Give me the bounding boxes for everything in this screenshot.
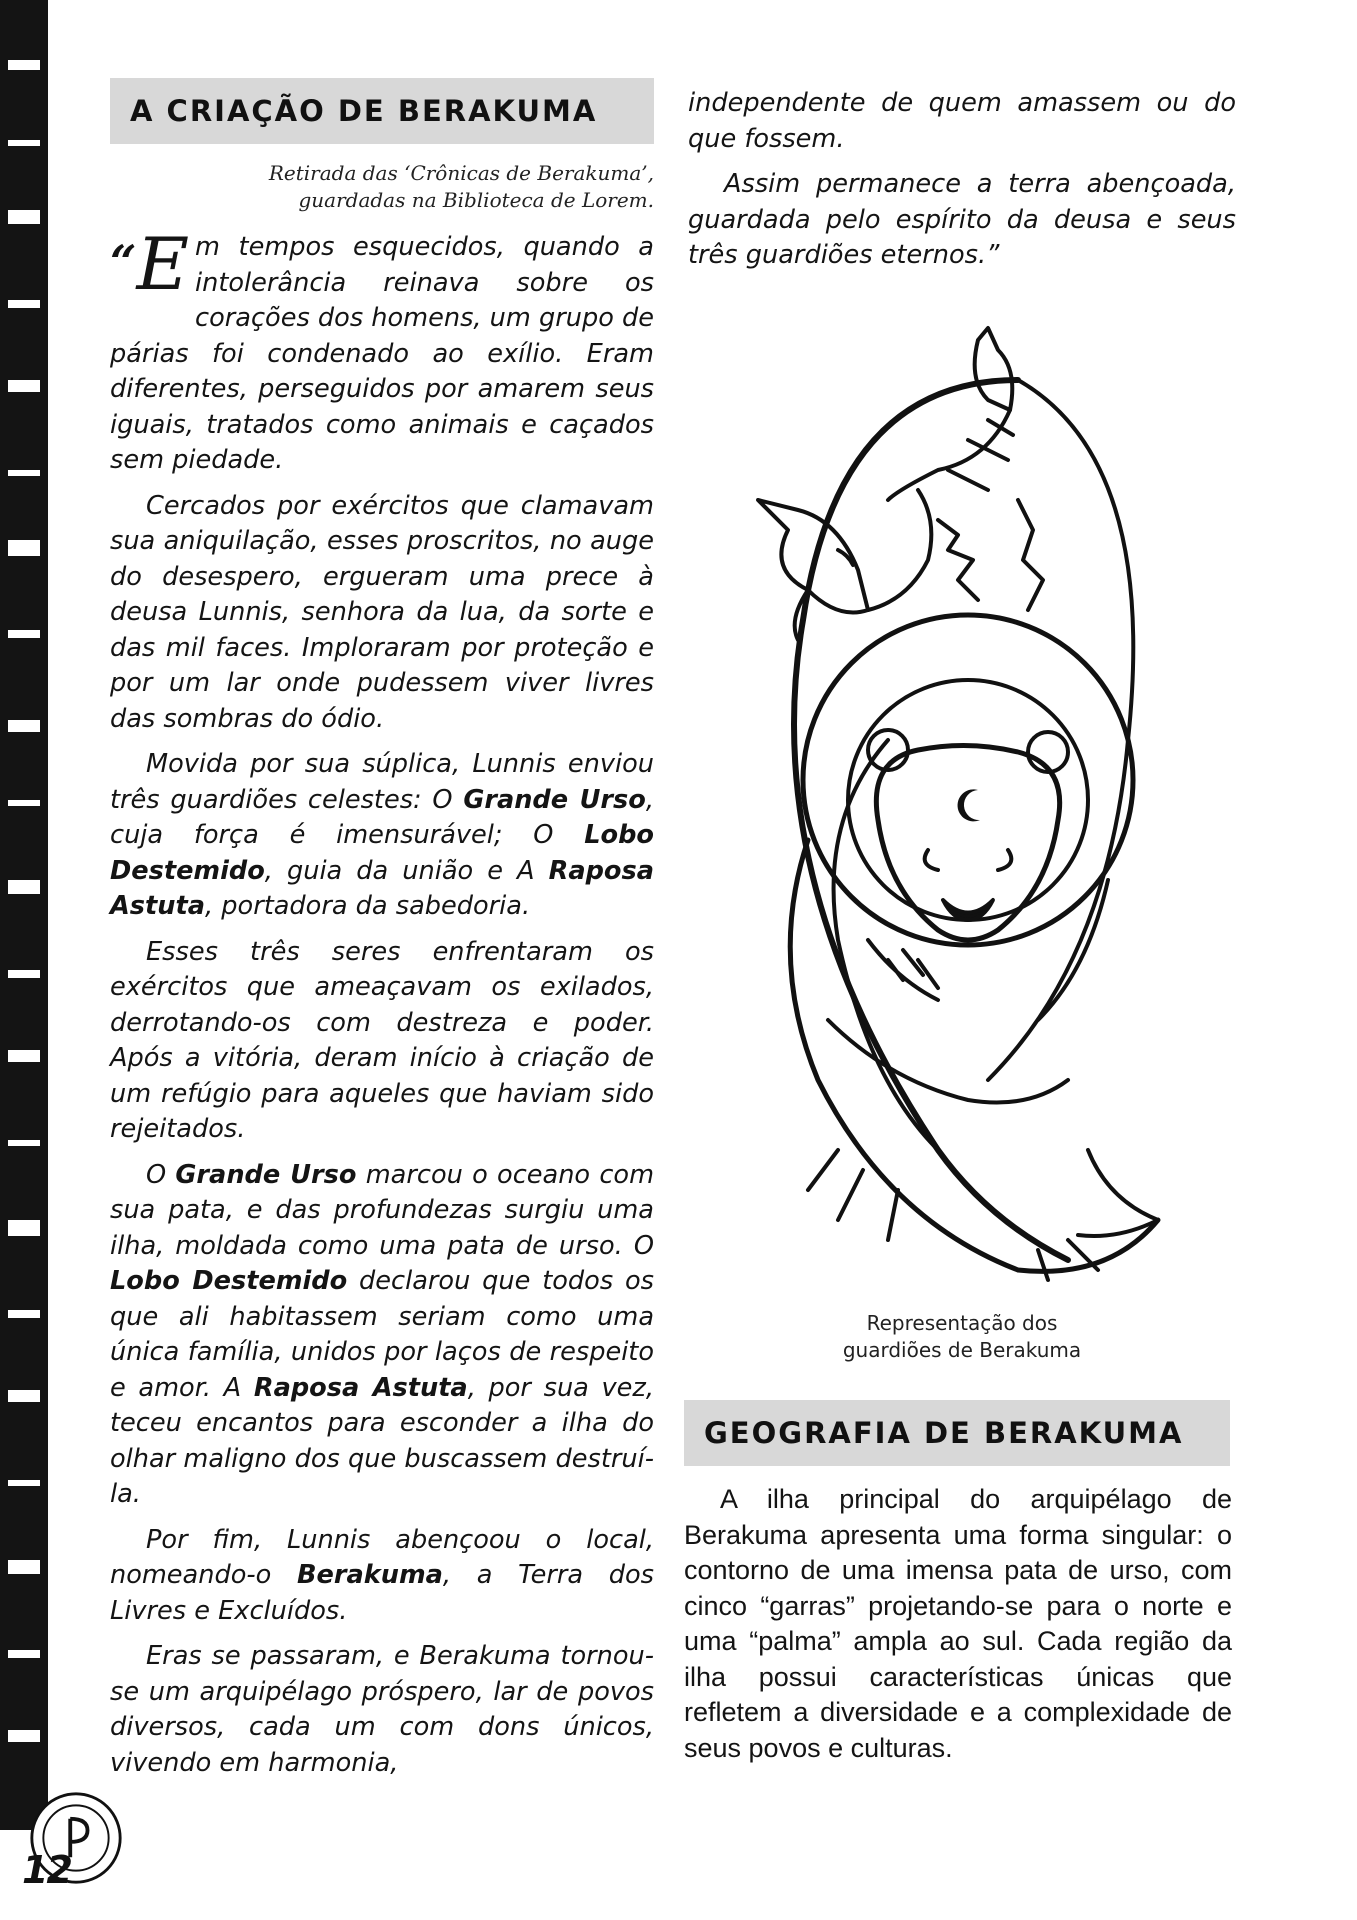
text-run: Por fim, Lunnis abençoou o local, nomeando-o [110, 1524, 654, 1590]
creation-heading: A CRIAÇÃO DE BERAKUMA [130, 94, 598, 128]
guardians-illustration [688, 320, 1236, 1290]
sidebar-tick [8, 880, 40, 894]
source-note [110, 160, 654, 214]
paragraph-9: Assim permanece a terra abençoada, guardada pelo espírito da deusa e seus três guardiões eternos.” [688, 169, 1236, 270]
paragraph-4: Esses três seres enfrentaram os exércitos que ameaçavam os exilados, derrotando-os com destreza e poder. Após a vitória, deram início à criação de um refúgio para aqueles que haviam sido rejeitados. [110, 936, 654, 1144]
drop-cap-quote: “ [110, 235, 137, 289]
paragraph-6 [110, 1523, 654, 1630]
creation-heading-bar [110, 78, 654, 144]
left-column [110, 78, 654, 1791]
paragraph-8: independente de quem amassem ou do que fossem. [688, 88, 1236, 154]
sidebar-tick [8, 210, 40, 224]
sidebar-tick [8, 1480, 40, 1486]
sidebar-tick [8, 970, 40, 978]
sidebar-tick [8, 1650, 40, 1658]
text-run: , cuja força é imensurável; O [110, 784, 654, 850]
bold-term: Berakuma [296, 1560, 443, 1590]
geography-heading-wrapper [684, 1400, 1230, 1466]
illustration-caption [688, 1310, 1236, 1364]
sidebar-tick [8, 1310, 40, 1318]
text-run: declarou que todos os que ali habitassem seriam como uma única família, unidos por laços de respeito e amor. A [110, 1266, 654, 1403]
sidebar-tick [8, 1730, 40, 1742]
sidebar-tick [8, 1220, 40, 1236]
geography-heading: GEOGRAFIA DE BERAKUMA [704, 1416, 1184, 1450]
sidebar-tick [8, 1560, 40, 1574]
bold-term: Lobo Destemido [110, 820, 654, 886]
paragraph-1-text: m tempos esquecidos, quando a intolerância reinava sobre os corações dos homens, um grupo de párias foi condenado ao exílio. Eram diferentes, perseguidos por amarem seus iguais, tratados como animais e caçados sem piedade. [110, 232, 654, 475]
drop-cap-letter: E [136, 222, 190, 306]
text-run: , a Terra dos Livres e Excluídos. [110, 1560, 654, 1626]
sidebar-tick [8, 380, 40, 392]
bold-term: Grande Urso [463, 784, 646, 815]
drop-cap [110, 222, 190, 311]
source-note-line2: guardadas na Biblioteca de Lorem. [298, 188, 654, 212]
sidebar-tick [8, 1140, 40, 1146]
text-run: marcou o oceano com sua pata, e das profundezas surgiu uma ilha, moldada como uma pata de urso. O [110, 1159, 654, 1261]
sidebar-tick [8, 140, 40, 146]
right-column [688, 86, 1236, 284]
paragraph-7: Eras se passaram, e Berakuma tornou-se um arquipélago próspero, lar de povos diversos, cada um com dons únicos, vivendo em harmonia, [110, 1641, 654, 1778]
caption-line1: Representação dos [866, 1311, 1058, 1335]
sidebar-tick [8, 470, 40, 476]
paragraph-3 [110, 747, 654, 925]
text-run: Movida por sua súplica, Lunnis enviou três guardiões celestes: O [110, 749, 654, 815]
text-run: , guia da união e A [264, 855, 549, 886]
page-number: 12 [22, 1848, 71, 1892]
sidebar-tick [8, 1390, 40, 1402]
source-note-line1: Retirada das ‘Crônicas de Berakuma’, [268, 161, 654, 185]
geography-heading-bar [684, 1400, 1230, 1466]
paragraph-1 [110, 222, 654, 479]
sidebar-tick [8, 540, 40, 556]
caption-line2: guardiões de Berakuma [842, 1338, 1082, 1362]
text-run: , por sua vez, teceu encantos para esconder a ilha do olhar maligno dos que buscassem destruí-la. [110, 1372, 654, 1509]
decorative-sidebar [0, 0, 52, 1920]
sidebar-tick [8, 800, 40, 806]
sidebar-stripe [0, 0, 48, 1830]
bold-term: Raposa Astuta [110, 855, 654, 921]
text-run: O [146, 1159, 176, 1190]
sidebar-tick [8, 720, 40, 732]
bold-term: Raposa Astuta [253, 1372, 468, 1403]
bold-term: Grande Urso [175, 1159, 357, 1190]
geography-paragraph: A ilha principal do arquipélago de Berakuma apresenta uma forma singular: o contorno de uma imensa pata de urso, com cinco “garras” projetando-se para o norte e uma “palma” ampla ao sul. Cada região da ilha possui características únicas que refletem a diversidade e a complexidade de seus povos e culturas. [684, 1484, 1232, 1763]
sidebar-tick [8, 1050, 40, 1062]
paragraph-5 [110, 1158, 654, 1513]
sidebar-tick [8, 300, 40, 308]
sidebar-tick [8, 60, 40, 70]
paragraph-2: Cercados por exércitos que clamavam sua aniquilação, esses proscritos, no auge do desespero, ergueram uma prece à deusa Lunnis, senhora da lua, da sorte e das mil faces. Imploraram por proteção e por um lar onde pudessem viver livres das sombras do ódio. [110, 490, 654, 734]
sidebar-tick [8, 630, 40, 638]
text-run: , portadora da sabedoria. [205, 891, 531, 921]
bold-term: Lobo Destemido [110, 1266, 348, 1296]
